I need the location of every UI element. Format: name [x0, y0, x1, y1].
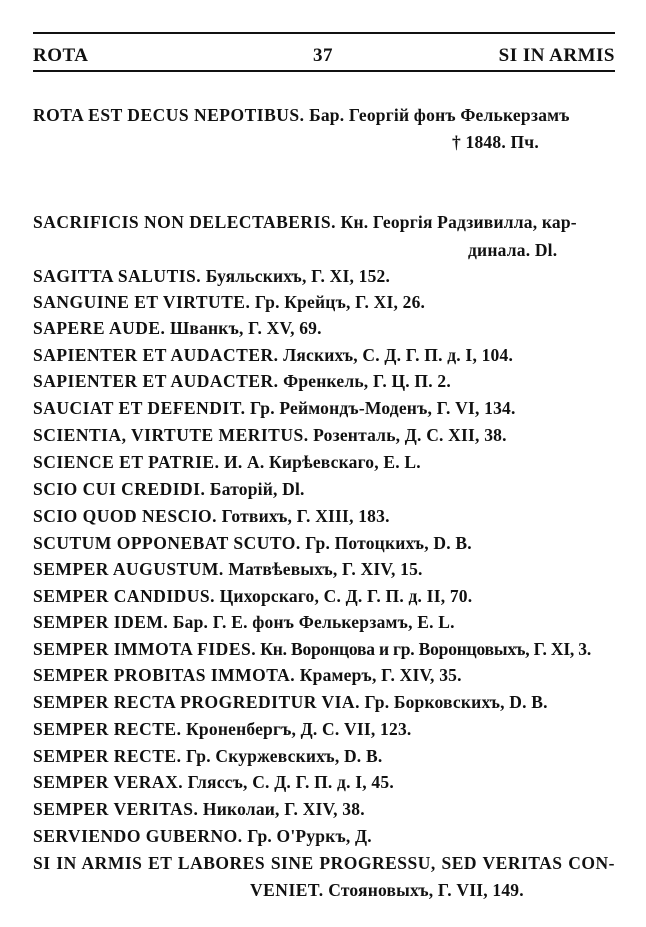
entry-motto: SCIO QUOD NESCIO. — [33, 506, 218, 526]
entry-motto: SEMPER RECTE. — [33, 719, 182, 739]
entry-motto: SANGUINE ET VIRTUTE. — [33, 292, 251, 312]
entry-text: Кн. Воронцова и гр. Воронцовыхъ, Г. XI, 3. — [256, 639, 592, 659]
page-number: 37 — [313, 45, 333, 66]
entry-line — [33, 531, 472, 555]
entry-line — [33, 663, 462, 687]
entry-text: Матвѣевыхъ, Г. XIV, 15. — [223, 559, 423, 579]
entry-motto: SERVIENDO GUBERNO. — [33, 826, 243, 846]
entry-motto: SEMPER IMMOTA FIDES. — [33, 639, 257, 659]
entry-text: И. А. Кирѣевскаго, Е. L. — [219, 452, 421, 472]
entry-text: Кн. Георгія Радзивилла, кар- — [335, 212, 577, 232]
running-head-right: SI IN ARMIS — [498, 45, 615, 66]
entry-line — [33, 316, 322, 340]
entry-line — [33, 557, 423, 581]
entry-motto: SAPERE AUDE. — [33, 318, 166, 338]
entry-line — [33, 584, 472, 608]
entry-motto: SAPIENTER ET AUDACTER. — [33, 345, 279, 365]
entry-text: Цихорскаго, С. Д. Г. П. д. II, 70. — [215, 586, 473, 606]
entry-motto: SCIENCE ET PATRIE. — [33, 452, 220, 472]
entry-line — [33, 690, 548, 714]
entry-continuation: † 1848. Пч. — [452, 132, 539, 152]
entry-text: Гляссъ, С. Д. Г. П. д. I, 45. — [183, 772, 394, 792]
entry-line — [33, 637, 591, 661]
entry-text: Гр. О'Руркъ, Д. — [242, 826, 372, 846]
entry-line — [33, 477, 305, 501]
entry-motto: SEMPER CANDIDUS. — [33, 586, 216, 606]
entry-line — [33, 797, 365, 821]
entry-text: Бар. Г. Е. фонъ Фелькерзамъ, Е. L. — [168, 612, 455, 632]
entry-line — [33, 504, 390, 528]
entry-line — [33, 103, 570, 127]
entry-line — [33, 290, 425, 314]
entry-text: Крамеръ, Г. XIV, 35. — [295, 665, 462, 685]
entry-text: Бар. Георгій фонъ Фелькерзамъ — [304, 105, 570, 125]
entry-line — [33, 824, 372, 848]
entry-text: Буяльскихъ, Г. XI, 152. — [201, 266, 391, 286]
entry-motto-continuation: VENIET. — [250, 880, 324, 900]
entry-line — [33, 264, 390, 288]
entry-motto: SEMPER VERAX. — [33, 772, 184, 792]
entry-line — [33, 343, 513, 367]
entry-motto: ROTA EST DECUS NEPOTIBUS. — [33, 105, 305, 125]
entry-text: Гр. Скуржевскихъ, D. B. — [181, 746, 383, 766]
entry-text: Кроненбергъ, Д. С. VII, 123. — [181, 719, 412, 739]
entry-motto: SAPIENTER ET AUDACTER. — [33, 371, 279, 391]
entry-text: Ляскихъ, С. Д. Г. П. д. I, 104. — [278, 345, 514, 365]
entry-text: Френкель, Г. Ц. П. 2. — [278, 371, 451, 391]
entry-motto: SEMPER IDEM. — [33, 612, 169, 632]
header-bottom-rule — [33, 70, 615, 72]
entry-motto: SEMPER RECTE. — [33, 746, 182, 766]
entry-text: Гр. Потоцкихъ, D. B. — [300, 533, 472, 553]
entry-motto: SEMPER VERITAS. — [33, 799, 199, 819]
entry-line — [33, 717, 411, 741]
header-top-rule — [33, 32, 615, 34]
entry-motto: SEMPER RECTA PROGREDITUR VIA. — [33, 692, 360, 712]
entry-motto: SEMPER AUGUSTUM. — [33, 559, 224, 579]
entry-text: Гр. Реймондъ-Моденъ, Г. VI, 134. — [245, 398, 516, 418]
entry-line — [33, 851, 615, 875]
entry-line — [33, 210, 577, 234]
entry-line — [33, 396, 516, 420]
entry-line — [33, 744, 382, 768]
entry-text: Шванкъ, Г. XV, 69. — [165, 318, 322, 338]
entry-continuation: динала. Dl. — [468, 240, 558, 260]
entry-text: Баторій, Dl. — [205, 479, 305, 499]
entry-line — [33, 369, 451, 393]
entry-line — [33, 770, 394, 794]
entry-text: Готвихъ, Г. XIII, 183. — [217, 506, 390, 526]
entry-motto: SAGITTA SALUTIS. — [33, 266, 202, 286]
entry-motto: SI IN ARMIS ET LABORES SINE PROGRESSU, SED VERITAS CON- — [33, 853, 615, 873]
entry-text: Стояновыхъ, Г. VII, 149. — [323, 880, 524, 900]
running-head-left: ROTA — [33, 45, 89, 66]
entry-motto: SAUCIAT ET DEFENDIT. — [33, 398, 246, 418]
entry-motto: SCUTUM OPPONEBAT SCUTO. — [33, 533, 301, 553]
entry-line — [33, 423, 507, 447]
entry-text: Розенталь, Д. С. XII, 38. — [308, 425, 507, 445]
entry-text: Николаи, Г. XIV, 38. — [198, 799, 365, 819]
entry-motto: SEMPER PROBITAS IMMOTA. — [33, 665, 296, 685]
entry-motto: SACRIFICIS NON DELECTABERIS. — [33, 212, 336, 232]
entry-motto: SCIENTIA, VIRTUTE MERITUS. — [33, 425, 309, 445]
entry-text: Гр. Борковскихъ, D. B. — [359, 692, 548, 712]
entry-continuation — [250, 878, 524, 902]
entry-line — [33, 450, 421, 474]
entry-text: Гр. Крейцъ, Г. XI, 26. — [250, 292, 426, 312]
entry-line — [33, 610, 455, 634]
entry-motto: SCIO CUI CREDIDI. — [33, 479, 206, 499]
